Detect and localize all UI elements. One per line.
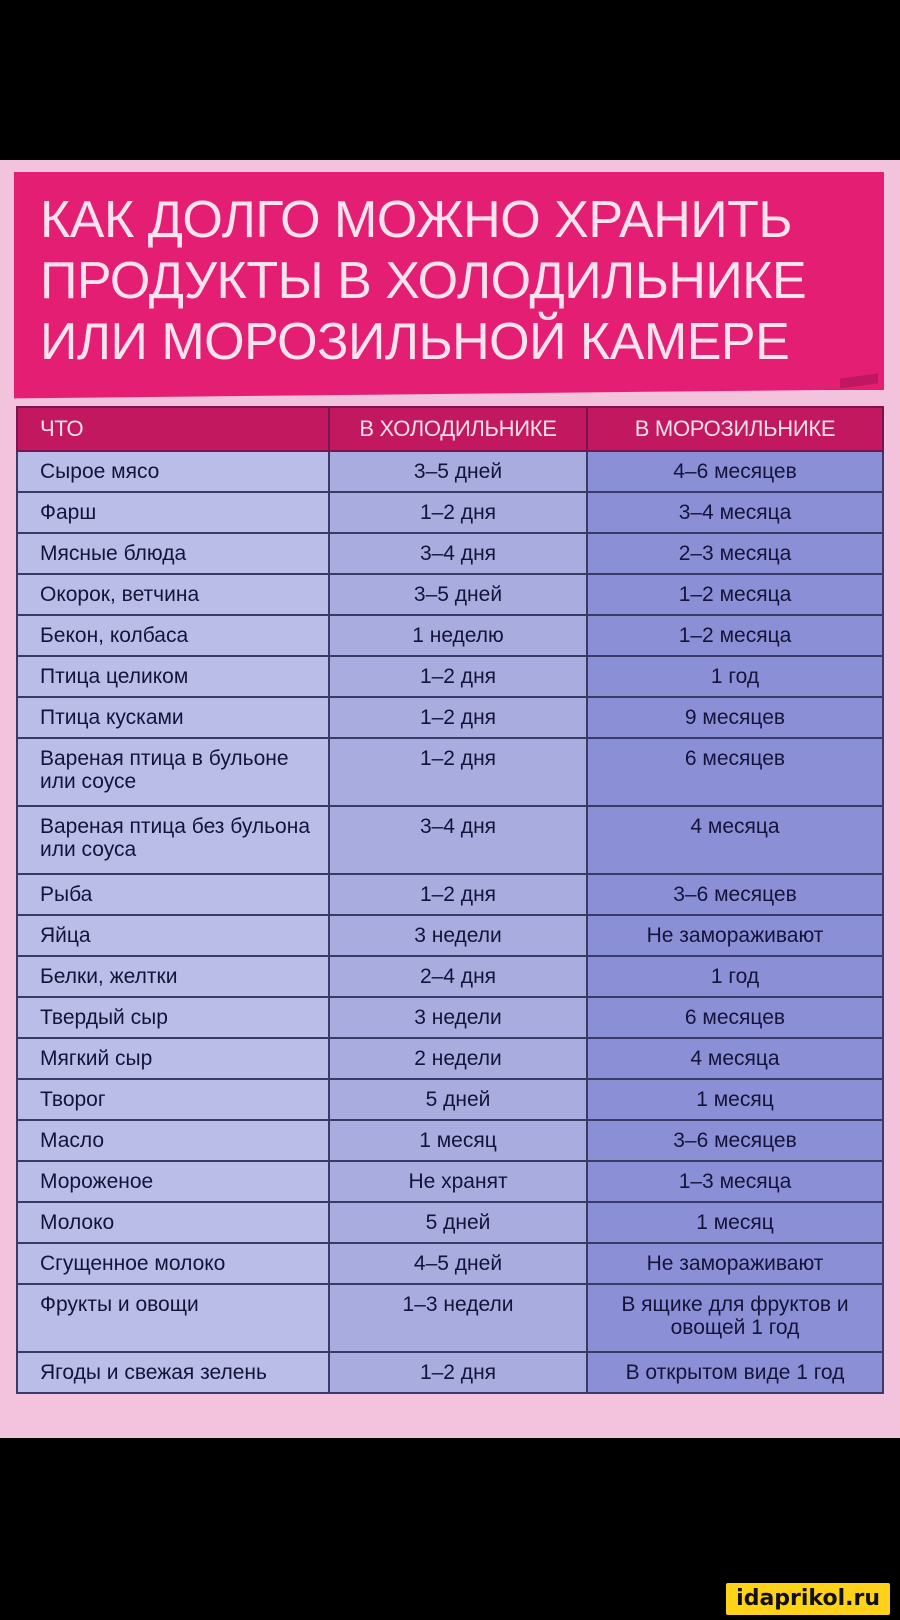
title-line-1: КАК ДОЛГО МОЖНО ХРАНИТЬ (40, 191, 793, 249)
fridge-duration-cell: 1–3 недели (329, 1284, 587, 1352)
product-name-cell: Бекон, колбаса (17, 615, 329, 656)
freezer-duration-cell: В открытом виде 1 год (587, 1352, 883, 1393)
site-brand-label: idaprikol.ru (726, 1583, 890, 1615)
table-row (17, 533, 883, 574)
table-row (17, 1120, 883, 1161)
title-line-2: ПРОДУКТЫ В ХОЛОДИЛЬНИКЕ (40, 252, 807, 310)
table-row (17, 451, 883, 492)
product-name-cell: Фрукты и овощи (17, 1284, 329, 1352)
product-name-cell: Птица кусками (17, 697, 329, 738)
freezer-duration-cell: 3–6 месяцев (587, 874, 883, 915)
freezer-duration-cell: 2–3 месяца (587, 533, 883, 574)
title-banner (14, 172, 884, 390)
fridge-duration-cell: 3–4 дня (329, 533, 587, 574)
table-row (17, 874, 883, 915)
freezer-duration-cell: Не замораживают (587, 1243, 883, 1284)
freezer-duration-cell: 4 месяца (587, 806, 883, 874)
freezer-duration-cell: 1 месяц (587, 1079, 883, 1120)
table-row (17, 1038, 883, 1079)
freezer-duration-cell: 3–4 месяца (587, 492, 883, 533)
fridge-duration-cell: 1–2 дня (329, 738, 587, 806)
product-name-cell: Вареная птица в бульоне или соусе (17, 738, 329, 806)
table-row (17, 615, 883, 656)
table-row (17, 915, 883, 956)
table-row (17, 1079, 883, 1120)
fridge-duration-cell: 5 дней (329, 1202, 587, 1243)
product-name-cell: Твердый сыр (17, 997, 329, 1038)
table-row (17, 1161, 883, 1202)
title-line-3: ИЛИ МОРОЗИЛЬНОЙ КАМЕРЕ (40, 313, 790, 371)
header-what: ЧТО (17, 407, 329, 451)
product-name-cell: Мягкий сыр (17, 1038, 329, 1079)
freezer-duration-cell: 6 месяцев (587, 738, 883, 806)
table-row (17, 1284, 883, 1352)
fridge-duration-cell: 1–2 дня (329, 656, 587, 697)
product-name-cell: Сгущенное молоко (17, 1243, 329, 1284)
fridge-duration-cell: 2 недели (329, 1038, 587, 1079)
fridge-duration-cell: 3 недели (329, 915, 587, 956)
freezer-duration-cell: Не замораживают (587, 915, 883, 956)
fridge-duration-cell: 2–4 дня (329, 956, 587, 997)
product-name-cell: Ягоды и свежая зелень (17, 1352, 329, 1393)
product-name-cell: Белки, желтки (17, 956, 329, 997)
product-name-cell: Творог (17, 1079, 329, 1120)
freezer-duration-cell: 3–6 месяцев (587, 1120, 883, 1161)
freezer-duration-cell: 1–2 месяца (587, 615, 883, 656)
freezer-duration-cell: 1 год (587, 956, 883, 997)
product-name-cell: Яйца (17, 915, 329, 956)
fridge-duration-cell: 1–2 дня (329, 874, 587, 915)
fridge-duration-cell: 3–5 дней (329, 574, 587, 615)
table-row (17, 806, 883, 874)
fridge-duration-cell: 3–5 дней (329, 451, 587, 492)
freezer-duration-cell: 4–6 месяцев (587, 451, 883, 492)
product-name-cell: Вареная птица без бульона или соуса (17, 806, 329, 874)
fridge-duration-cell: Не хранят (329, 1161, 587, 1202)
product-name-cell: Фарш (17, 492, 329, 533)
table-row (17, 697, 883, 738)
table-row (17, 738, 883, 806)
fridge-duration-cell: 3–4 дня (329, 806, 587, 874)
table-row (17, 492, 883, 533)
product-name-cell: Молоко (17, 1202, 329, 1243)
fridge-duration-cell: 1–2 дня (329, 697, 587, 738)
table-row (17, 656, 883, 697)
product-name-cell: Мясные блюда (17, 533, 329, 574)
freezer-duration-cell: 1 год (587, 656, 883, 697)
fridge-duration-cell: 1 месяц (329, 1120, 587, 1161)
header-freezer: В МОРОЗИЛЬНИКЕ (587, 407, 883, 451)
product-name-cell: Мороженое (17, 1161, 329, 1202)
fridge-duration-cell: 1–2 дня (329, 1352, 587, 1393)
fridge-duration-cell: 1–2 дня (329, 492, 587, 533)
table-row (17, 997, 883, 1038)
table-row (17, 1202, 883, 1243)
fridge-duration-cell: 4–5 дней (329, 1243, 587, 1284)
freezer-duration-cell: 1 месяц (587, 1202, 883, 1243)
storage-guide-card (0, 160, 900, 1438)
product-name-cell: Птица целиком (17, 656, 329, 697)
freezer-duration-cell: 4 месяца (587, 1038, 883, 1079)
freezer-duration-cell: 6 месяцев (587, 997, 883, 1038)
product-name-cell: Окорок, ветчина (17, 574, 329, 615)
table-row (17, 1243, 883, 1284)
storage-table (16, 406, 884, 1394)
fridge-duration-cell: 1 неделю (329, 615, 587, 656)
header-fridge: В ХОЛОДИЛЬНИКЕ (329, 407, 587, 451)
table-body (17, 451, 883, 1393)
table-row (17, 574, 883, 615)
freezer-duration-cell: 1–2 месяца (587, 574, 883, 615)
freezer-duration-cell: 1–3 месяца (587, 1161, 883, 1202)
freezer-duration-cell: В ящике для фруктов и овощей 1 год (587, 1284, 883, 1352)
product-name-cell: Сырое мясо (17, 451, 329, 492)
table-header-row (17, 407, 883, 451)
product-name-cell: Масло (17, 1120, 329, 1161)
table-row (17, 956, 883, 997)
fridge-duration-cell: 3 недели (329, 997, 587, 1038)
product-name-cell: Рыба (17, 874, 329, 915)
table-row (17, 1352, 883, 1393)
freezer-duration-cell: 9 месяцев (587, 697, 883, 738)
fridge-duration-cell: 5 дней (329, 1079, 587, 1120)
